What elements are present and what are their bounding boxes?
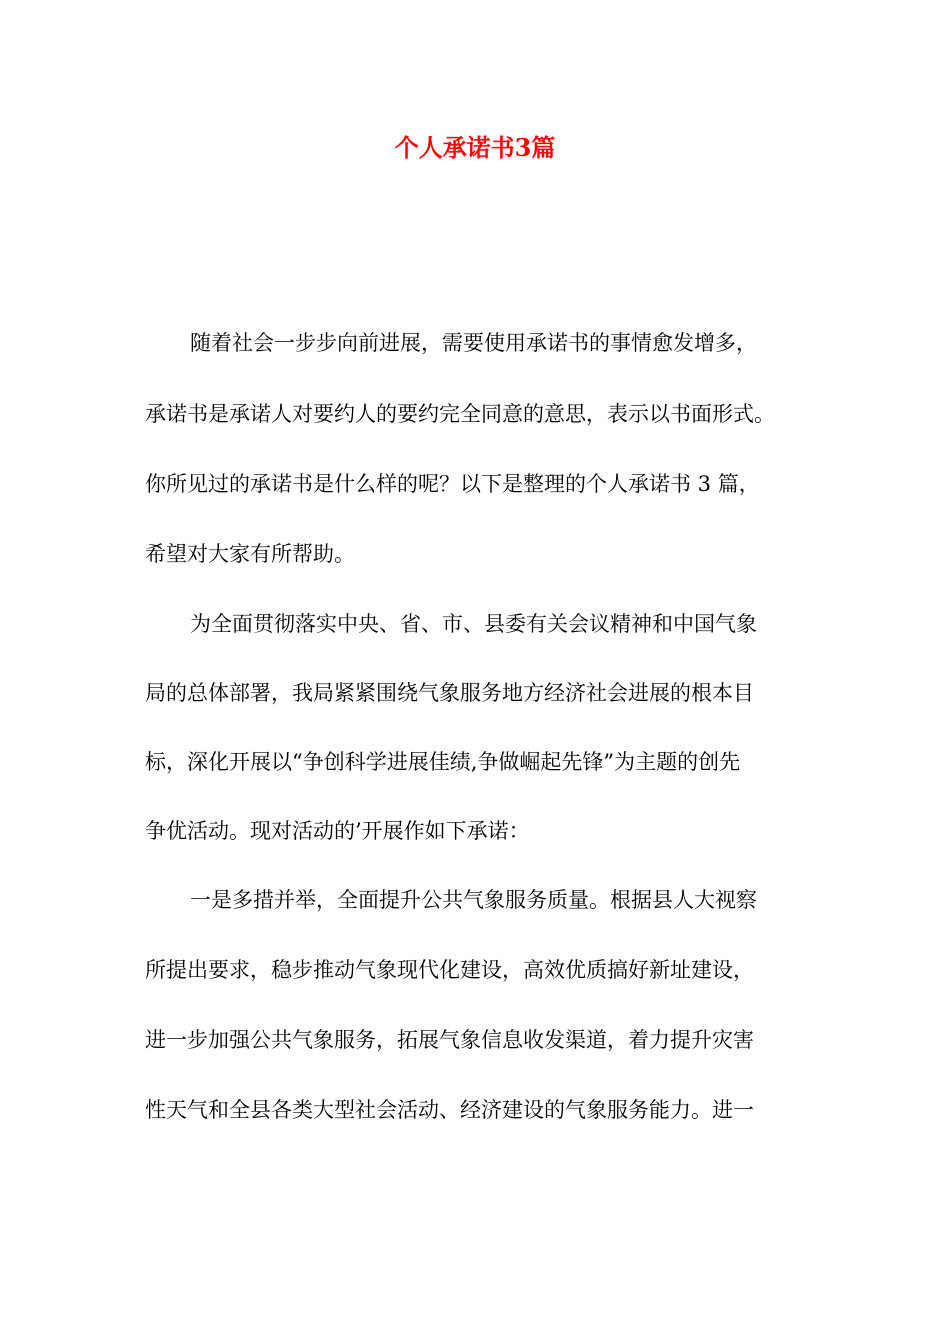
paragraph-1-line-1: 随着社会一步步向前进展，需要使用承诺书的事情愈发增多， (190, 331, 757, 355)
document-title: 个人承诺书3篇 (394, 133, 556, 162)
paragraph-3-line-3: 进一步加强公共气象服务，拓展气象信息收发渠道，着力提升灾害 (145, 1028, 754, 1052)
paragraph-3-line-4: 性天气和全县各类大型社会活动、经济建设的气象服务能力。进一 (145, 1098, 754, 1122)
paragraph-3-line-2: 所提出要求，稳步推动气象现代化建设，高效优质搞好新址建设， (145, 958, 754, 982)
paragraph-3-line-1: 一是多措并举，全面提升公共气象服务质量。根据县人大视察 (190, 888, 757, 912)
paragraph-2-line-2: 局的总体部署，我局紧紧围绕气象服务地方经济社会进展的根本目 (145, 681, 754, 705)
paragraph-1-line-3: 你所见过的承诺书是什么样的呢？以下是整理的个人承诺书 3 篇， (145, 472, 760, 496)
paragraph-2-line-1: 为全面贯彻落实中央、省、市、县委有关会议精神和中国气象 (190, 612, 757, 636)
paragraph-1-line-4: 希望对大家有所帮助。 (145, 542, 355, 566)
paragraph-2-line-4: 争优活动。现对活动的’开展作如下承诺： (145, 819, 530, 843)
paragraph-1-line-2: 承诺书是承诺人对要约人的要约完全同意的意思，表示以书面形式。 (145, 402, 775, 426)
paragraph-2-line-3: 标，深化开展以“争创科学进展佳绩,争做崛起先锋”为主题的创先 (145, 750, 741, 774)
